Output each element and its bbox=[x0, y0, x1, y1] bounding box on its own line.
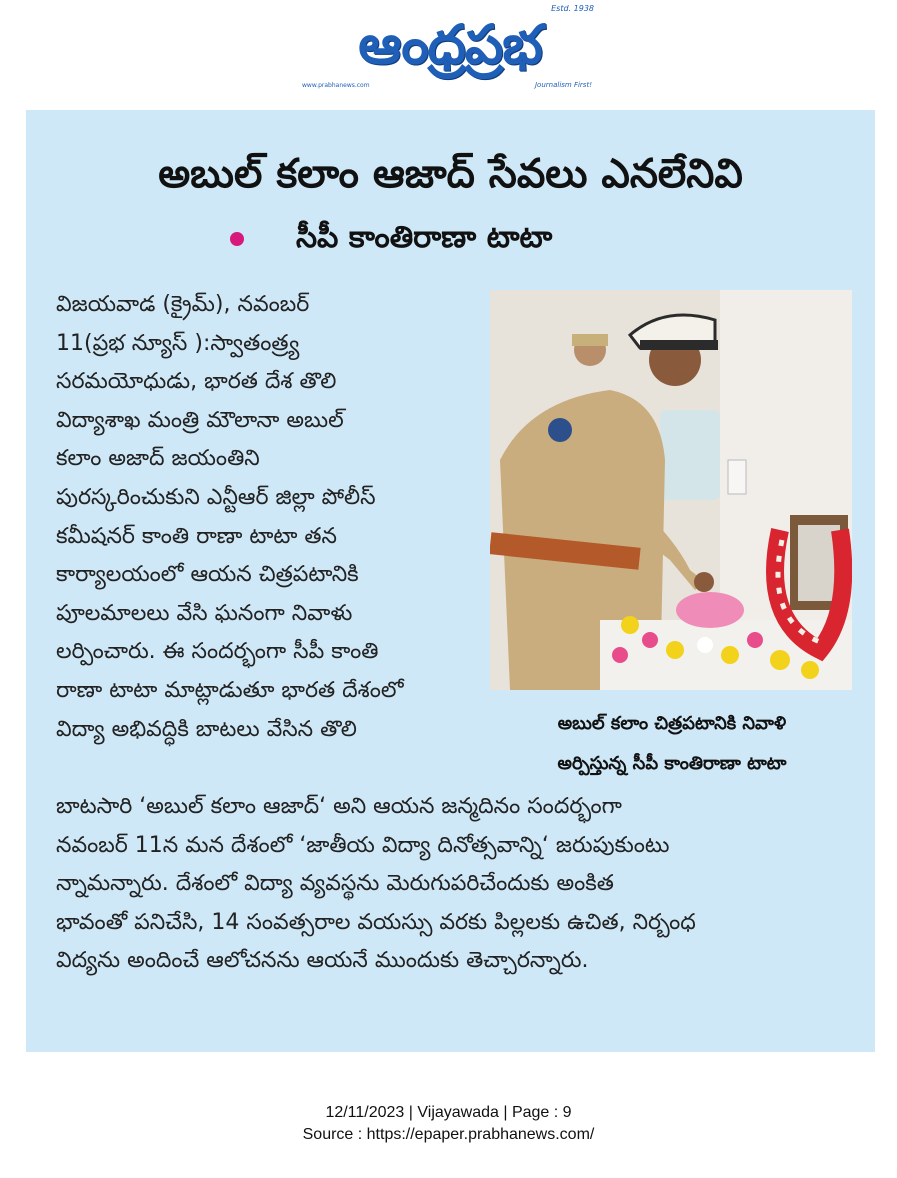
photo-illustration bbox=[490, 290, 852, 690]
article-body-wide bbox=[56, 788, 856, 981]
body-line: బాటసారి ‘అబుల్ కలాం ఆజాద్‘ అని ఆయన జన్మదినం సందర్భంగా bbox=[56, 794, 622, 819]
body-line: న్నామన్నారు. దేశంలో విద్యా వ్యవస్థను మెరుగుపరిచేందుకు అంకిత bbox=[56, 871, 614, 897]
footer-source[interactable]: Source : https://epaper.prabhanews.com/ bbox=[302, 1126, 595, 1143]
body-line: నవంబర్ 11న మన దేశంలో ‘జాతీయ విద్యా దినోత్సవాన్ని‘ జరుపుకుంటు bbox=[56, 832, 670, 858]
caption-line: అర్పిస్తున్న సీపీ కాంతిరాణా టాటా bbox=[557, 753, 787, 774]
body-line: భావంతో పనిచేసి, 14 సంవత్సరాల వయస్సు వరకు పిల్లలకు ఉచిత, నిర్బంధ bbox=[56, 909, 696, 935]
body-line: సరమయోధుడు, భారత దేశ తొలి bbox=[56, 369, 337, 395]
body-line: విజయవాడ (క్రైమ్), నవంబర్ bbox=[56, 292, 310, 317]
body-line: పూలమాలలు వేసి ఘనంగా నివాళు bbox=[56, 600, 353, 626]
bullet-icon bbox=[230, 232, 244, 246]
newspaper-logo[interactable] bbox=[300, 4, 600, 96]
body-line: పురస్కరించుకుని ఎన్టీఆర్ జిల్లా పోలీస్ bbox=[56, 484, 376, 510]
body-line: విద్యను అందించే ఆలోచనను ఆయనే ముందుకు తెచ్చారన్నారు. bbox=[56, 948, 589, 974]
body-line: విద్యా అభివద్ధికి బాటలు వేసిన తొలి bbox=[56, 716, 357, 742]
photo-caption bbox=[492, 704, 852, 784]
article-clipping bbox=[26, 110, 875, 1052]
masthead bbox=[0, 0, 897, 108]
article-headline: అబుల్ కలాం ఆజాద్ సేవలు ఎనలేనివి bbox=[158, 151, 743, 197]
article-subhead: సీపీ కాంతిరాణా టాటా bbox=[296, 220, 553, 255]
body-line: రాణా టాటా మాట్లాడుతూ భారత దేశంలో bbox=[56, 677, 404, 703]
logo-estd: Estd. 1938 bbox=[551, 4, 594, 13]
body-line: 11(ప్రభ న్యూస్ ):స్వాతంత్ర్య bbox=[56, 330, 300, 356]
body-line: కమీషనర్ కాంతి రాణా టాటా తన bbox=[56, 523, 337, 549]
logo-url: www.prabhanews.com bbox=[302, 82, 370, 89]
page-footer bbox=[0, 1102, 897, 1146]
article-body-column bbox=[56, 286, 476, 749]
footer-date-edition: 12/11/2023 | Vijayawada | Page : 9 bbox=[325, 1104, 572, 1121]
body-line: కలాం అజాద్ జయంతిని bbox=[56, 446, 260, 472]
body-line: కార్యాలయంలో ఆయన చిత్రపటానికి bbox=[56, 562, 359, 588]
logo-tagline: Journalism First! bbox=[534, 81, 592, 89]
body-line: విద్యాశాఖ మంత్రి మౌలానా అబుల్ bbox=[56, 407, 344, 433]
logo-text: ఆంధ్రప్రభ bbox=[358, 13, 542, 76]
caption-line: అబుల్ కలాం చిత్రపటానికి నివాళి bbox=[557, 713, 787, 734]
news-photo bbox=[490, 290, 852, 690]
body-line: లర్పించారు. ఈ సందర్భంగా సీపీ కాంతి bbox=[56, 639, 379, 665]
